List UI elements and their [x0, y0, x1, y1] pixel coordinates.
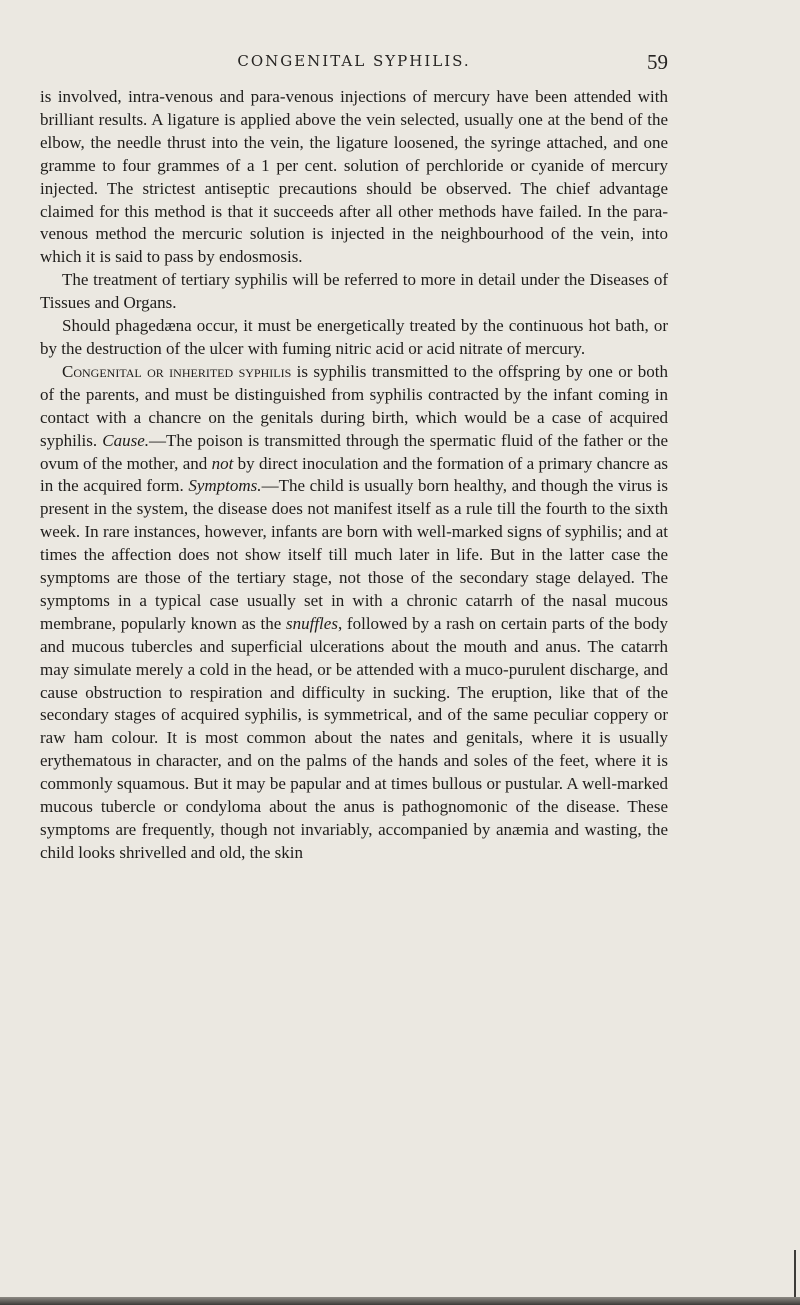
- paragraph-text: is syphilis transmitted to the offspring by one or both of the parents, and must be distinguished from syphilis contracted by the infant coming in contact with a chancre on the genitals during birth, which would be a case of acquired syphilis.: [40, 361, 668, 450]
- paragraph-congenital-syphilis: [40, 361, 668, 865]
- running-title: CONGENITAL SYPHILIS.: [237, 52, 471, 70]
- paragraph-text: , followed by a rash on certain parts of the body and mucous tubercles and superficial ulcerations about the mouth and anus. The catarrh may simulate merely a cold in the head, or be attended with a muco-purulent discharge, and cause obstruction to respiration and difficulty in sucking. The eruption, like that of the secondary stages of acquired syphilis, is symmetrical, and of the same peculiar coppery or raw ham colour. It is most common about the nates and genitals, where it is usually erythematous in character, and on the palms of the hands and soles of the feet, where it is commonly squamous. But it may be papular and at times bullous or pustular. A well-marked mucous tubercle or condyloma about the anus is pathognomonic of the disease. These symptoms are frequently, though not invariably, accompanied by anæmia and wasting, the child looks shrivelled and old, the skin: [40, 613, 668, 862]
- scan-bottom-edge: [0, 1297, 800, 1305]
- cause-subheading: Cause.: [102, 430, 149, 450]
- emphasis-snuffles: snuffles: [286, 613, 338, 633]
- paragraph-text: —The child is usually born healthy, and though the virus is present in the system, the disease does not manifest itself as a rule till the fourth to the sixth week. In rare instances, however, infants are born with well-marked signs of syphilis; and at times the affection does not show itself till much later in life. But in the latter case the symptoms are those of the tertiary stage, not those of the secondary stage delayed. The symptoms in a typical case usually set in with a chronic catarrh of the nasal mucous membrane, popularly known as the: [40, 476, 669, 633]
- page-number: 59: [647, 50, 668, 74]
- page-header: [40, 52, 668, 76]
- paragraph-text: by direct inoculation and the formation of a primary chancre as in the acquired form.: [40, 453, 669, 496]
- emphasis-not: not: [211, 453, 234, 473]
- paragraph-intravenous-injections: is involved, intra-venous and para-venous injections of mercury have been attended with brilliant results. A ligature is applied above the vein selected, usually one at the bend of the elbow, the needle thrust into the vein, the ligature loosened, the syringe attached, and one gramme to four grammes of a 1 per cent. solution of perchloride or cyanide of mercury injected. The strictest antiseptic precautions should be observed. The chief advantage claimed for this method is that it succeeds after all other methods have failed. In the para-venous method the mercuric solution is injected in the neighbourhood of the vein, into which it is said to pass by endosmosis.: [40, 87, 668, 267]
- paragraph-text: —The poison is transmitted through the spermatic fluid of the father or the ovum of the mother, and: [40, 430, 668, 473]
- symptoms-subheading: Symptoms.: [188, 476, 262, 496]
- paragraph-phagedaena: Should phagedæna occur, it must be energetically treated by the continuous hot bath, or by the destruction of the ulcer with fuming nitric acid or acid nitrate of mercury.: [40, 316, 668, 358]
- paragraph-tertiary-treatment: The treatment of tertiary syphilis will be referred to more in detail under the Diseases of Tissues and Organs.: [40, 270, 668, 313]
- body-text: [40, 86, 668, 865]
- section-heading-congenital-syphilis: Congenital or inherited syphilis: [62, 361, 292, 381]
